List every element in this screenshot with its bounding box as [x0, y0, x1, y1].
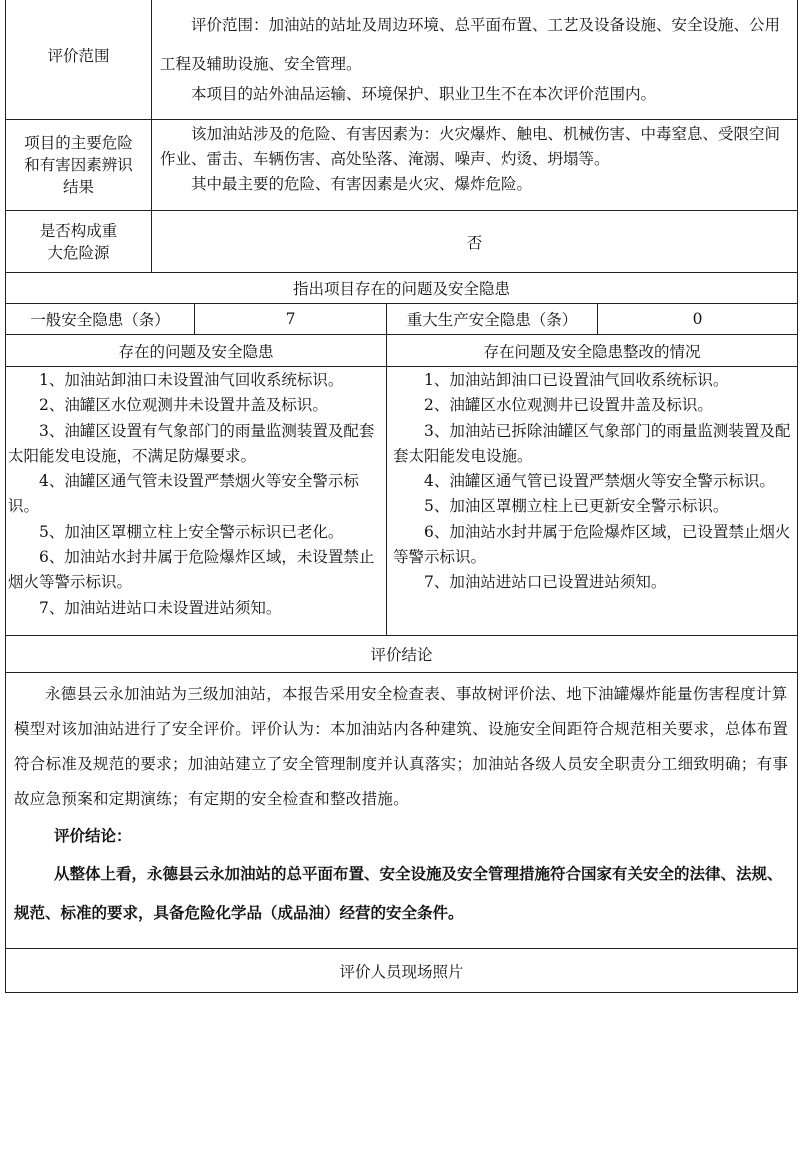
hazards-content: [152, 120, 797, 210]
scope-paragraph: 评价范围：加油站的站址及周边环境、总平面布置、工艺及设备设施、安全设施、公用工程及辅助设施、安全管理。: [160, 16, 781, 73]
conclusion-body-section: [5, 673, 798, 949]
photos-header: 评价人员现场照片: [339, 962, 464, 981]
list-item: 7、加油站进站口已设置进站须知。: [424, 573, 667, 592]
list-item: 2、油罐区水位观测井未设置井盖及标识。: [39, 396, 328, 415]
columns-header-row: [5, 335, 798, 367]
issues-column-header: 存在的问题及安全隐患: [6, 335, 387, 366]
list-item: 4、油罐区通气管未设置严禁烟火等安全警示标识。: [8, 472, 359, 516]
conclusion-subheading: 评价结论：: [54, 826, 132, 845]
hazards-label: 项目的主要危险和有害因素辨识结果: [6, 120, 152, 210]
list-item: 2、油罐区水位观测井已设置井盖及标识。: [424, 396, 713, 415]
list-item: 3、加油站已拆除油罐区气象部门的雨量监测装置及配套太阳能发电设施。: [393, 421, 791, 465]
conclusion-content: [6, 673, 797, 948]
major-hazard-count-label: 重大生产安全隐患（条）: [387, 304, 598, 334]
major-hazard-value: 否: [466, 233, 483, 252]
rectification-column-header: 存在问题及安全隐患整改的情况: [483, 342, 701, 361]
conclusion-statement: 从整体上看，永德县云永加油站的总平面布置、安全设施及安全管理措施符合国家有关安全的法律、法规、规范、标准的要求，具备危险化学品（成品油）经营的安全条件。: [14, 864, 783, 922]
scope-label: 评价范围: [6, 0, 152, 119]
list-item: 5、加油区罩棚立柱上已更新安全警示标识。: [424, 497, 729, 516]
list-item: 4、油罐区通气管已设置严禁烟火等安全警示标识。: [424, 472, 775, 491]
counts-row: [5, 304, 798, 335]
photos-header-row: [5, 949, 798, 993]
list-item: 7、加油站进站口未设置进站须知。: [39, 598, 282, 617]
rectification-list: [393, 368, 791, 596]
evaluation-summary-table: [5, 0, 798, 993]
issues-list: [8, 368, 381, 621]
list-item: 1、加油站卸油口未设置油气回收系统标识。: [39, 371, 344, 389]
list-item: 6、加油站水封井属于危险爆炸区域，未设置禁止烟火等警示标识。: [8, 548, 375, 592]
list-item: 3、油罐区设置有气象部门的雨量监测装置及配套太阳能发电设施，不满足防爆要求。: [8, 421, 375, 465]
major-hazard-label: 是否构成重大危险源: [6, 211, 152, 272]
rectification-list-cell: [387, 367, 797, 635]
issues-header-row: [5, 273, 798, 304]
conclusion-body: 永德县云永加油站为三级加油站，本报告采用安全检查表、事故树评价法、地下油罐爆炸能量伤害程度计算模型对该加油站进行了安全评价。评价认为：本加油站内各种建筑、设施安全间距符合规范相关要求，总体布置符合标准及规范的要求；加油站建立了安全管理制度并认真落实；加油站各级人员安全职责分工细致明确；有事故应急预案和定期演练；有定期的安全检查和整改措施。: [14, 685, 789, 808]
conclusion-header: 评价结论: [370, 646, 433, 664]
conclusion-header-row: [5, 636, 798, 673]
issues-list-cell: [6, 367, 387, 635]
major-hazard-section: [5, 211, 798, 273]
general-hazard-count: 7: [195, 304, 387, 334]
hazards-paragraph: 该加油站涉及的危险、有害因素为：火灾爆炸、触电、机械伤害、中毒窒息、受限空间作业、雷击、车辆伤害、高处坠落、淹溺、噪声、灼烫、坍塌等。: [160, 125, 781, 168]
issues-lists-row: [5, 367, 798, 636]
hazards-section: [5, 120, 798, 211]
list-item: 1、加油站卸油口已设置油气回收系统标识。: [424, 371, 729, 389]
hazards-main-paragraph: 其中最主要的危险、有害因素是火灾、爆炸危险。: [191, 175, 533, 193]
major-hazard-count: 0: [692, 310, 703, 328]
list-item: 6、加油站水封井属于危险爆炸区域，已设置禁止烟火等警示标识。: [393, 522, 791, 567]
scope-exclusion-paragraph: 本项目的站外油品运输、环境保护、职业卫生不在本次评价范围内。: [191, 85, 657, 103]
scope-section: [5, 0, 798, 120]
list-item: 5、加油区罩棚立柱上安全警示标识已老化。: [39, 522, 344, 541]
issues-header: 指出项目存在的问题及安全隐患: [292, 280, 510, 298]
general-hazard-label: 一般安全隐患（条）: [6, 304, 195, 334]
scope-content: [152, 0, 797, 119]
